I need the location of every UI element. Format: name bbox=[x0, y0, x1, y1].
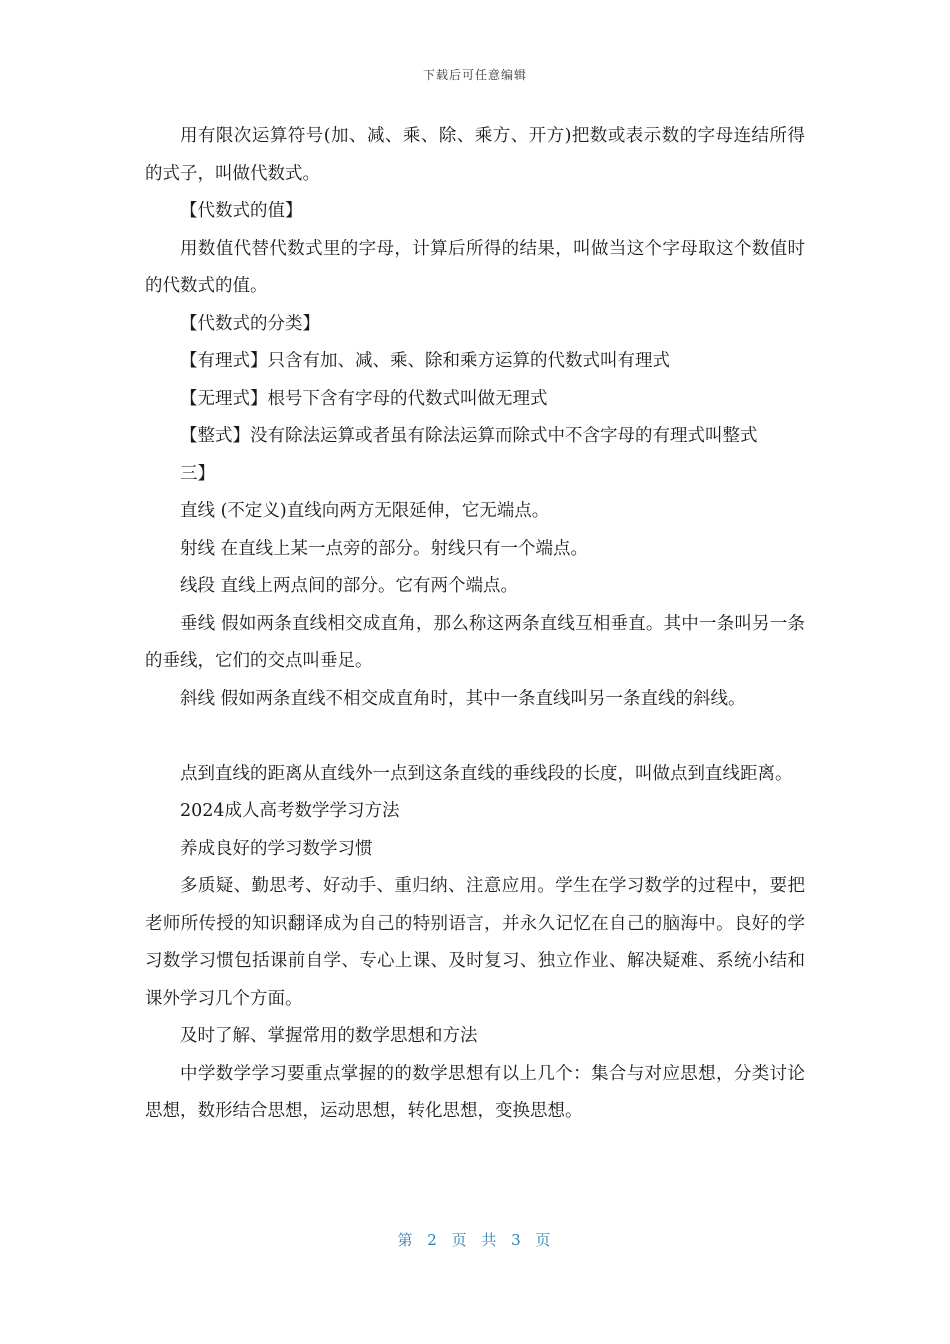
paragraph-rational-expression: 【有理式】只含有加、减、乘、除和乘方运算的代数式叫有理式 bbox=[180, 351, 670, 371]
blank-line bbox=[145, 718, 805, 756]
paragraph-oblique-line: 斜线 假如两条直线不相交成直角时，其中一条直线叫另一条直线的斜线。 bbox=[180, 688, 746, 709]
paragraph-straight-line: 直线 (不定义)直线向两方无限延伸，它无端点。 bbox=[180, 501, 550, 521]
paragraph-integral-expression: 【整式】没有除法运算或者虽有除法运算而除式中不含字母的有理式叫整式 bbox=[180, 426, 758, 446]
heading-section-three: 三】 bbox=[180, 463, 215, 484]
paragraph-math-thinking: 中学数学学习要重点掌握的的数学思想有以上几个：集合与对应思想，分类讨论思想，数形结合思想，运动思想，转化思想，变换思想。 bbox=[145, 1063, 805, 1121]
paragraph-algebraic-expression-definition: 用有限次运算符号(加、减、乘、除、乘方、开方)把数或表示数的字母连结所得的式子，叫做代数式。 bbox=[145, 126, 805, 184]
paragraph-good-habits: 多质疑、勤思考、好动手、重归纳、注意应用。学生在学习数学的过程中，要把老师所传授的知识翻译成为自己的特别语言，并永久记忆在自己的脑海中。良好的学习数学习惯包括课前自学、专心上课、及时复习、独立作业、解决疑难、系统小结和课外学习几个方面。 bbox=[145, 876, 805, 1009]
paragraph-expression-value: 用数值代替代数式里的字母，计算后所得的结果，叫做当这个字母取这个数值时的代数式的值。 bbox=[145, 238, 805, 296]
heading-study-methods: 2024成人高考数学学习方法 bbox=[180, 801, 400, 821]
page-header: 下载后可任意编辑 bbox=[422, 68, 527, 82]
heading-expression-value: 【代数式的值】 bbox=[180, 201, 303, 221]
paragraph-ray: 射线 在直线上某一点旁的部分。射线只有一个端点。 bbox=[180, 538, 589, 559]
paragraph-line-segment: 线段 直线上两点间的部分。它有两个端点。 bbox=[180, 576, 519, 596]
paragraph-perpendicular: 垂线 假如两条直线相交成直角，那么称这两条直线互相垂直。其中一条叫另一条的垂线，它们的交点叫垂足。 bbox=[145, 613, 805, 671]
paragraph-point-line-distance: 点到直线的距离从直线外一点到这条直线的垂线段的长度，叫做点到直线距离。 bbox=[180, 763, 793, 784]
heading-good-habits: 养成良好的学习数学习惯 bbox=[180, 838, 373, 859]
paragraph-irrational-expression: 【无理式】根号下含有字母的代数式叫做无理式 bbox=[180, 388, 548, 409]
page-number-footer: 第 2 页 共 3 页 bbox=[397, 1231, 553, 1249]
heading-math-thinking: 及时了解、掌握常用的数学思想和方法 bbox=[180, 1026, 478, 1046]
document-body bbox=[145, 118, 805, 1131]
heading-expression-classification: 【代数式的分类】 bbox=[180, 313, 320, 334]
